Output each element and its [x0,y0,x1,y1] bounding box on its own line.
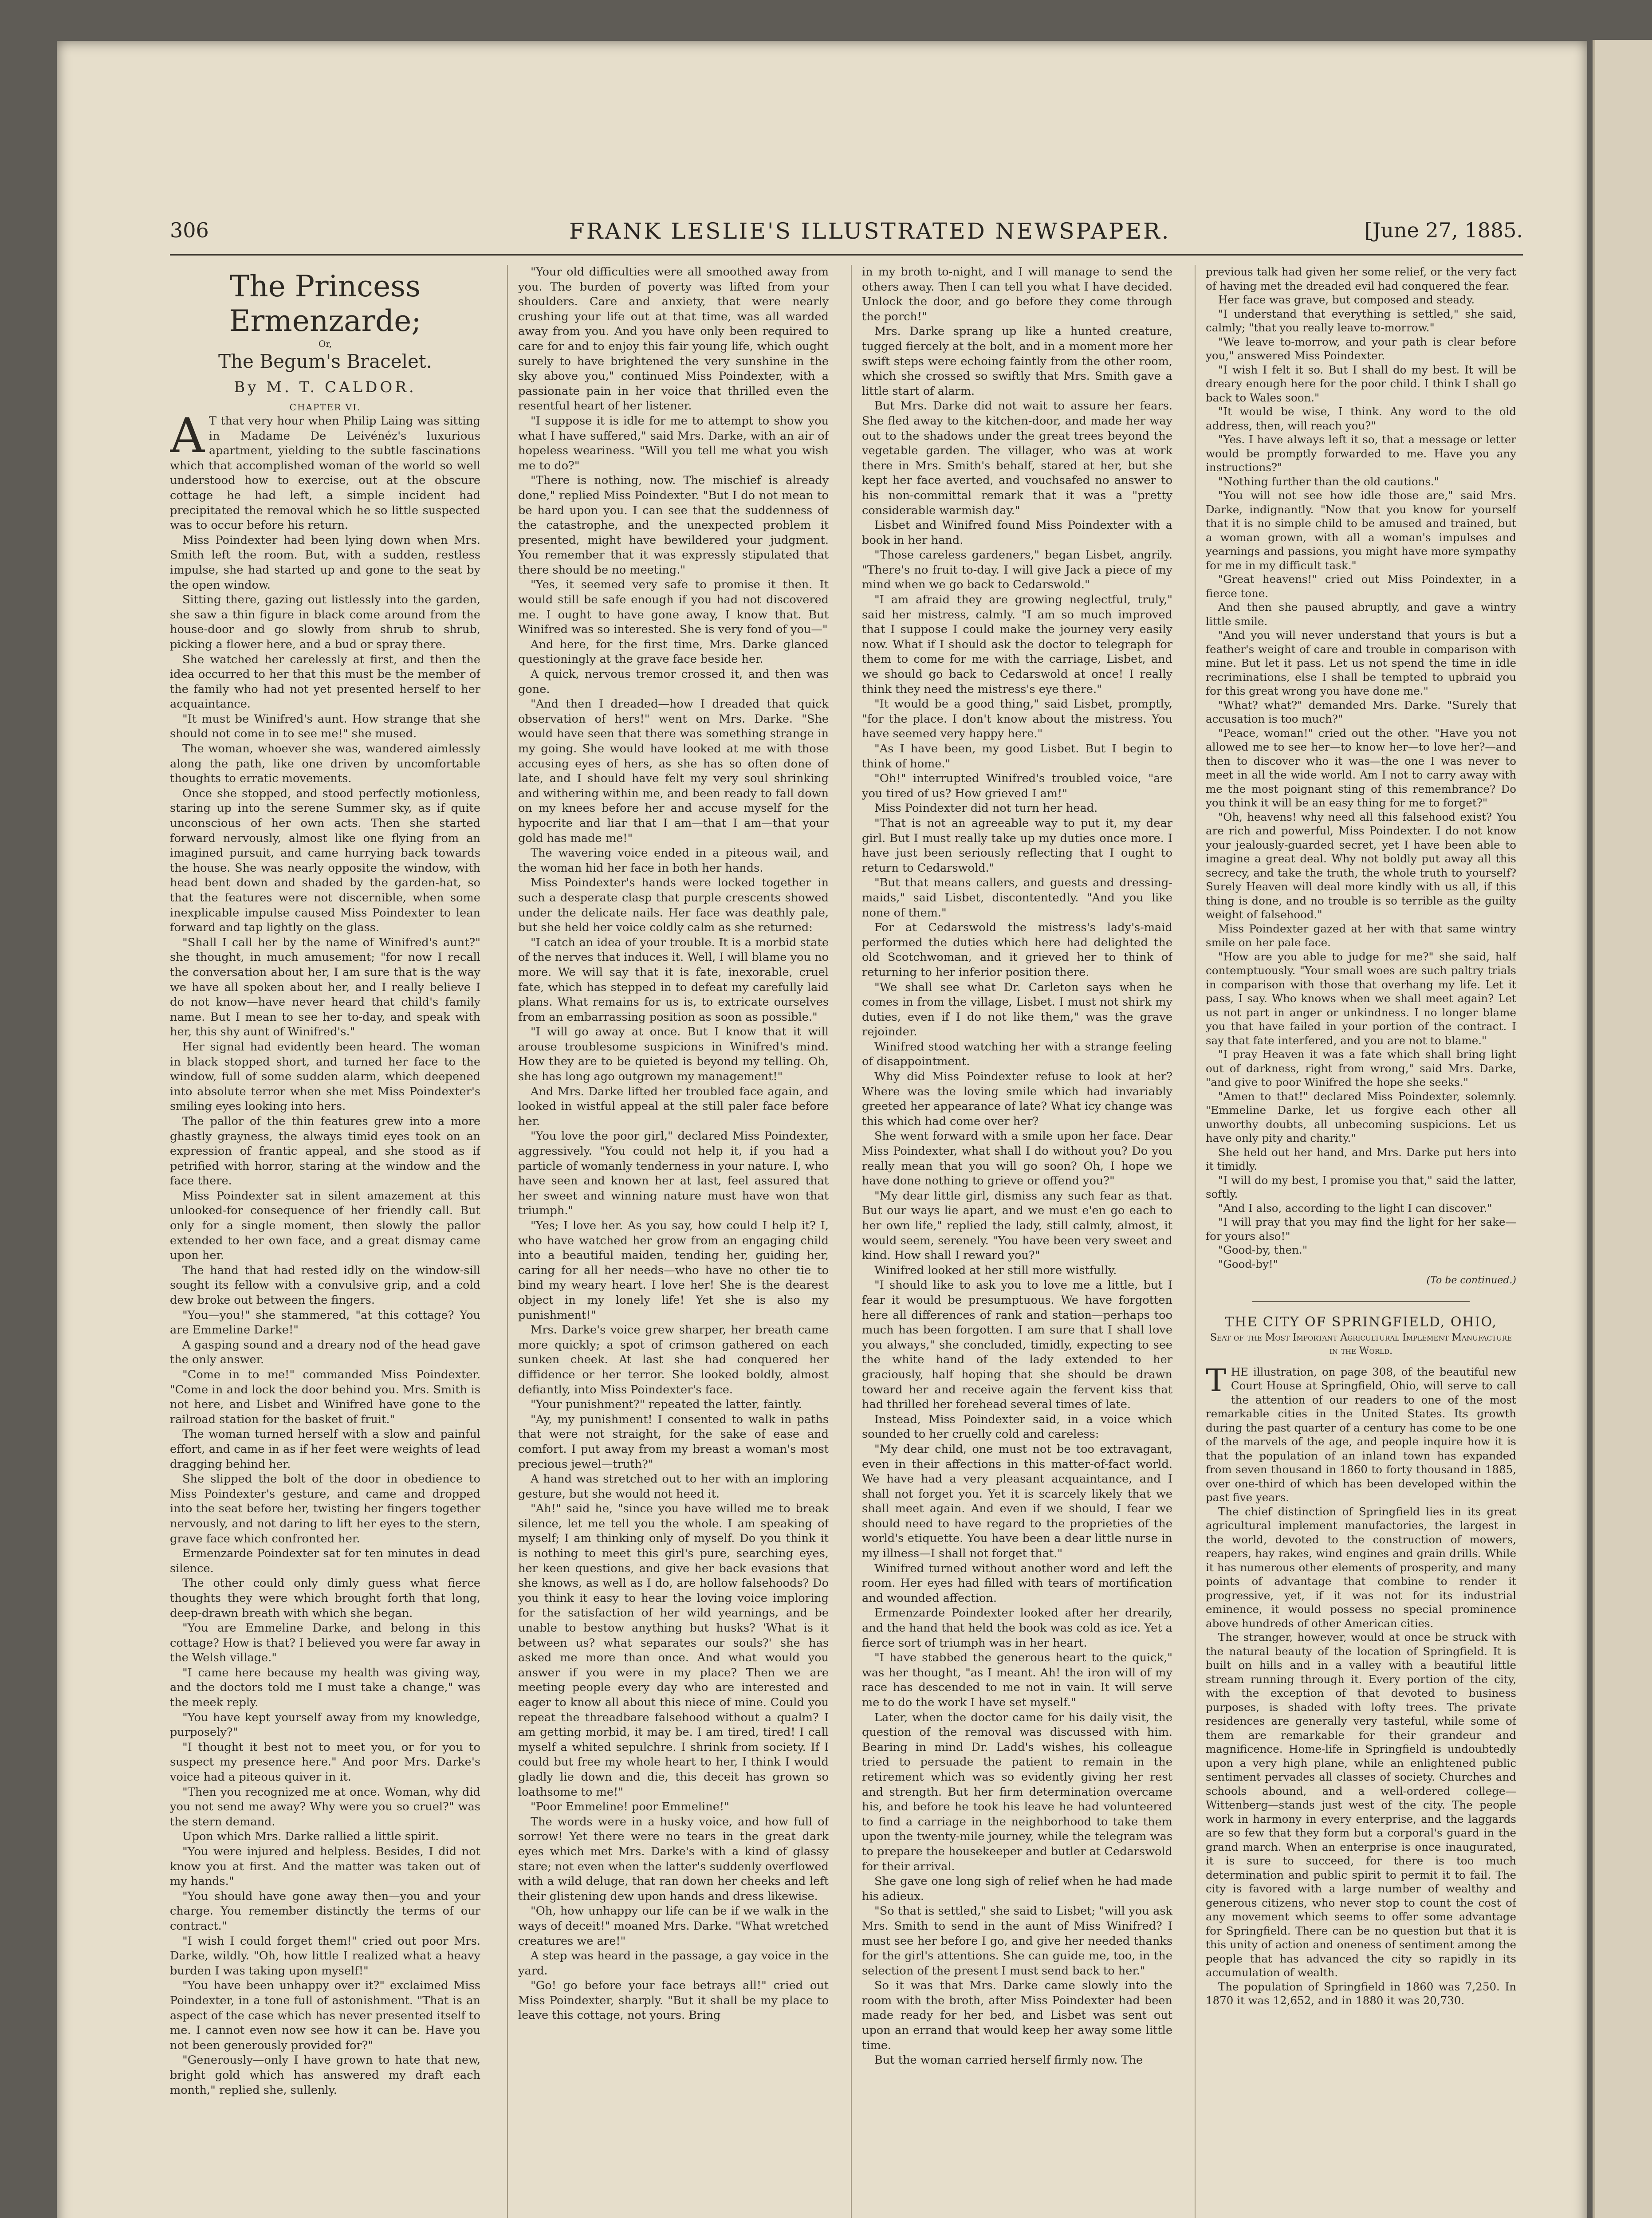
paragraph: "Yes; I love her. As you say, how could I help it? I, who have watched her grow from an engaging child into a beautiful maiden, tending her, guiding her, caring for all her needs—who have no other tie to bind my weary heart. I love her! She is the dearest object in my lonely life! Yet she is also my punishment!" [518,1219,829,1322]
paragraph: And then she paused abruptly, and gave a wintry little smile. [1206,601,1516,628]
article-subtitle: Seat of the Most Important Agricultural Implement Manufacture in the World. [1210,1332,1512,1357]
paragraph: "As I have been, my good Lisbet. But I begin to think of home." [862,742,1172,771]
paragraph: "And then I dreaded—how I dreaded that quick observation of hers!" went on Mrs. Darke. "She would have seen that there was something strange in my going. She would have looked at me with those accusing eyes of hers, as she has so often done of late, and I should have felt my very soul shrinking and withering within me, and been ready to fall down on my knees before her and accuse myself for the hypocrite and liar that I am—that I am—that your gold has made me!" [518,697,829,845]
paragraph: Mrs. Darke's voice grew sharper, her breath came more quickly; a spot of crimson gathered on each sunken cheek. At last she had conquered her diffidence or her terror. She looked boldly, almost defiantly, into Miss Poindexter's face. [518,1323,829,1396]
paragraph: Miss Poindexter did not turn her head. [874,802,1098,815]
paragraph: "It must be Winifred's aunt. How strange that she should not come in to see me!" she mused. [170,712,480,741]
paragraph: "And I also, according to the light I can discover." [1218,1201,1492,1215]
paragraph: "I catch an idea of your trouble. It is a morbid state of the nerves that induces it. Well, I will blame you no more. We will say that it is fate, inexorable, cruel fate, which has stepped in to defeat my carefully laid plans. What remains for us is, to extricate ourselves from an embarrassing position as soon as possible." [518,936,829,1024]
paragraph: Ermenzarde Poindexter looked after her drearily, and the hand that held the book was cold as ice. Yet a fierce sort of triumph was in her heart. [862,1606,1172,1650]
paragraph: Her face was grave, but composed and steady. [1218,293,1475,306]
masthead-title: FRANK LESLIE'S ILLUSTRATED NEWSPAPER. [569,218,1171,244]
paragraph: "I will pray that you may find the light for her sake—for yours also!" [1206,1215,1516,1243]
paragraph: "You have kept yourself away from my knowledge, purposely?" [170,1711,480,1739]
paragraph: "Oh, how unhappy our life can be if we walk in the ways of deceit!" moaned Mrs. Darke. "What wretched creatures we are!" [518,1904,829,1948]
paragraph: in my broth to-night, and I will manage to send the others away. Then I can tell you what I have decided. Unlock the door, and go before they come through the porch!" [862,265,1172,323]
paragraph: Miss Poindexter had been lying down when Mrs. Smith left the room. But, with a sudden, restless impulse, she had started up and gone to the seat by the open window. [170,533,480,592]
paragraph: "Yes, it seemed very safe to promise it then. It would still be safe enough if you had not discovered me. I ought to have gone away, I know that. But Winifred was so interested. She is very fond of you—" [518,578,829,637]
paragraph: Miss Poindexter sat in silent amazement at this unlooked-for consequence of her friendly call. But only for a single moment, then slowly the pallor extended to her own face, and a great dismay came upon her. [170,1189,480,1262]
paragraph: The chief distinction of Springfield lies in its great agricultural implement manufactories, the largest in the world, devoted to the construction of mowers, reapers, hay rakes, wind engines and grain drills. While it has numerous other elements of prosperity, and many points of advantage that combine to render it progressive, yet, if it was not for its industrial eminence, it would possess no special prominence above hundreds of other American cities. [1206,1505,1516,1630]
paragraph: "Good-by, then." [1218,1243,1308,1256]
paragraph: She slipped the bolt of the door in obedience to Miss Poindexter's gesture, and came and dropped into the seat before her, twisting her fingers together nervously, and not daring to lift her eyes to the stern, grave face which confronted her. [170,1472,480,1546]
paragraph: "Good-by!" [1218,1257,1278,1270]
header-rule [170,254,1523,256]
article-title: THE CITY OF SPRINGFIELD, OHIO, [1225,1314,1497,1330]
paragraph: "Great heavens!" cried out Miss Poindexter, in a fierce tone. [1206,573,1516,600]
paragraph: Later, when the doctor came for his daily visit, the question of the removal was discussed with him. Bearing in mind Dr. Ladd's wishes, his colleague tried to persuade the patient to remain in the retirement which was so evidently giving her rest and strength. But her firm determination overcame his, and before he took his leave he had volunteered to find a carriage in the neighborhood to take them upon the twenty-mile journey, while the telegram was to prepare the housekeeper and butler at Cedarswold for their arrival. [862,1711,1172,1873]
paragraph: "I will do my best, I promise you that," said the latter, softly. [1206,1173,1516,1200]
paragraph: previous talk had given her some relief, or the very fact of having met the dreaded evil had conquered the fear. [1206,265,1516,292]
paragraph: "You will not see how idle those are," said Mrs. Darke, indignantly. "Now that you know for yourself that it is no simple child to be amused and trained, but a woman grown, with all a woman's impulses and yearnings and passions, you might have more sympathy for me in my difficult task." [1206,489,1516,572]
paragraph: Winifred stood watching her with a strange feeling of disappointment. [862,1040,1172,1069]
paragraph: The words were in a husky voice, and how full of sorrow! Yet there were no tears in the great dark eyes which met Mrs. Darke's with a kind of glassy stare; not even when the latter's suddenly overflowed with a wild deluge, that ran down her cheeks and left their glistening dew upon hands and dress likewise. [518,1815,829,1903]
paragraph: Sitting there, gazing out listlessly into the garden, she saw a thin figure in black come around from the house-door and go slowly from shrub to shrub, picking a flower here, and a bud or spray there. [170,593,480,651]
paragraph: "Poor Emmeline! poor Emmeline!" [531,1800,729,1814]
paragraph: "I will go away at once. But I know that it will arouse troublesome suspicions in Winifred's mind. How they are to be quieted is beyond my telling. Oh, she has long ago outgrown my management!" [518,1025,829,1084]
paragraph: The wavering voice ended in a piteous wail, and the woman hid her face in both her hands. [518,846,829,875]
paragraph: The woman turned herself with a slow and painful effort, and came in as if her feet were weights of lead dragging behind her. [170,1428,480,1471]
paragraph: Once she stopped, and stood perfectly motionless, staring up into the serene Summer sky, as if quite unconscious of her own acts. Then she started forward nervously, almost like one flying from an imagined pursuit, and came hurrying back towards the house. She was nearly opposite the window, with head bent down and shaded by the garden-hat, so that the features were not discernible, when some inexplicable impulse caused Miss Poindexter to lean forward and tap lightly on the glass. [170,787,480,935]
paragraph: "Oh!" interrupted Winifred's troubled voice, "are you tired of us? How grieved I am!" [862,772,1172,800]
story-byline: By M. T. CALDOR. [234,378,417,396]
paragraph: A hand was stretched out to her with an imploring gesture, but she would not heed it. [518,1472,829,1501]
paragraph: "It would be wise, I think. Any word to the old address, then, will reach you?" [1206,405,1516,432]
paragraph: "What? what?" demanded Mrs. Darke. "Surely that accusation is too much?" [1206,698,1516,725]
paragraph: "Shall I call her by the name of Winifred's aunt?" she thought, in much amusement; "for now I recall the conversation about her, I am sure that is the way we have all spoken about her, and I really believe I do not know—have never heard that child's family name. But I mean to see her to-day, and speak with her, this shy aunt of Winifred's." [170,936,480,1039]
paragraph: "You were injured and helpless. Besides, I did not know you at first. And the matter was taken out of my hands." [170,1845,480,1888]
column-rule [507,265,508,2218]
paragraph: Winifred looked at her still more wistfully. [874,1263,1117,1277]
newspaper-page [57,41,1587,2218]
paragraph: Mrs. Darke sprang up like a hunted creature, tugged fiercely at the bolt, and in a moment more her swift steps were echoing faintly from the other room, which she crossed so swiftly that Mrs. Smith gave a little start of alarm. [862,325,1172,398]
paragraph: Instead, Miss Poindexter said, in a voice which sounded to her cruelly cold and careless: [862,1412,1172,1441]
paragraph: "Generously—only I have grown to hate that new, bright gold which has answered my draft each month," replied she, sullenly. [170,2053,480,2097]
section-rule [1252,1301,1470,1302]
paragraph: She held out her hand, and Mrs. Darke put hers into it timidly. [1206,1145,1516,1172]
story-title-or: Or, [318,338,332,349]
paragraph: "Your punishment?" repeated the latter, faintly. [531,1398,802,1412]
issue-date: [June 27, 1885. [1365,218,1523,242]
paragraph: "You love the poor girl," declared Miss Poindexter, aggressively. "You could not help it, if you had a particle of womanly tenderness in your nature. I, who have seen and known her at last, feel assured that her sweet and winning nature must have won that triumph." [518,1129,829,1218]
paragraph: "Those careless gardeners," began Lisbet, angrily. "There's no fruit to-day. I will give Jack a piece of my mind when we go back to Cedarswold." [862,548,1172,592]
paragraph: "I am afraid they are growing neglectful, truly," said her mistress, calmly. "I am so much improved that I suppose I could make the journey very easily now. What if I should ask the doctor to telegraph for them to come for me with the carriage, Lisbet, and we should go back to Cedarswold at once! I really think they need the mistress's eye there." [862,593,1172,696]
paragraph: "We shall see what Dr. Carleton says when he comes in from the village, Lisbet. I must not shirk my duties, even if I do not like them," was the grave rejoinder. [862,980,1172,1039]
paragraph: "Oh, heavens! why need all this falsehood exist? You are rich and powerful, Miss Poindexter. I do not know your jealously-guarded secret, yet I have been able to imagine a great deal. Why not boldly put away all this secrecy, and take the truth, the whole truth to yourself? Surely Heaven will deal more kindly with us all, if this thing is done, and no trouble is so terrible as the guilty weight of falsehood." [1206,810,1516,921]
paragraph: "Amen to that!" declared Miss Poindexter, solemnly. "Emmeline Darke, let us forgive each other all unworthy doubts, all unbecoming suspicions. Let us have only pity and charity." [1206,1089,1516,1144]
paragraph: "There is nothing, now. The mischief is already done," replied Miss Poindexter. "But I do not mean to be hard upon you. I can see that the suddenness of the catastrophe, and the unexpected problem it presented, might have bewildered your judgment. You remember that it was expressly stipulated that there should be no meeting." [518,474,829,577]
paragraph: "Your old difficulties were all smoothed away from you. The burden of poverty was lifted from your shoulders. Care and anxiety, that were nearly crushing your life out at that time, was all warded away from you. And you have only been required to care for and to enjoy this fair young life, which ought surely to have brightened the very sunshine in the sky above you," continued Miss Poindexter, with a passionate pain in her voice that thrilled even the resentful heart of her listener. [518,265,829,413]
paragraph: "Peace, woman!" cried out the other. "Have you not allowed me to see her—to know her—to love her?—and then to discover who it was—the one I was never to meet in all the wide world. Am I not to carry away with me the most poignant sting of this remembrance? Do you think it will be an easy thing for me to forget?" [1206,726,1516,809]
paragraph: "It would be a good thing," said Lisbet, promptly, "for the place. I don't know about the mistress. You have seemed very happy here." [862,697,1172,741]
story-title: The Princess Ermenzarde; [229,269,421,338]
paragraph: "Go! go before your face betrays all!" cried out Miss Poindexter, sharply. "But it shall be my place to leave this cottage, not yours. Bring [518,1979,829,2022]
paragraph: "You should have gone away then—you and your charge. You remember distinctly the terms of our contract." [170,1889,480,1933]
paragraph: "I pray Heaven it was a fate which shall bring light out of darkness, right from wrong," said Mrs. Darke, "and give to poor Winifred the hope she seeks." [1206,1048,1516,1089]
paragraph: "You have been unhappy over it?" exclaimed Miss Poindexter, in a tone full of astonishment. "That is an aspect of the case which has never presented itself to me. I cannot even now see how it can be. Have you not been generously provided for?" [170,1979,480,2052]
paragraph: "You are Emmeline Darke, and belong in this cottage? How is that? I believed you were far away in the Welsh village." [170,1621,480,1665]
to-be-continued-note: (To be continued.) [1426,1275,1516,1286]
paragraph: "I should like to ask you to love me a little, but I fear it would be presumptuous. We have forgotten here all differences of rank and station—perhaps too much has been forgotten. I am sure that I shall love you always," she concluded, timidly, expecting to see the white hand of the lady extended to her graciously, half hoping that she should be drawn toward her and receive again the fervent kiss that had thrilled her forehead several times of late. [862,1278,1172,1412]
paragraph: "I understand that everything is settled," she said, calmly; "that you really leave to-morrow." [1206,307,1516,334]
paragraph: "I thought it best not to meet you, or for you to suspect my presence here." And poor Mrs. Darke's voice had a piteous quiver in it. [170,1740,480,1784]
paragraph: "How are you able to judge for me?" she said, half contemptuously. "Your small woes are such paltry trials in comparison with those that overhang my life. Let it pass, I say. Who knows when we shall meet again? Let us not part in anger or unkindness. I no longer blame you that have failed in your portion of the contract. I say that fate interfered, and you are not to blame." [1206,950,1516,1047]
column-rule [1195,265,1196,2218]
paragraph: Miss Poindexter's hands were locked together in such a desperate clasp that purple crescents showed under the delicate nails. Her face was deathly pale, but she held her voice coldly calm as she returned: [518,876,829,935]
paragraph: "I suppose it is idle for me to attempt to show you what I have suffered," said Mrs. Darke, with an air of hopeless weariness. "Will you tell me what you wish me to do?" [518,414,829,472]
paragraph: And here, for the first time, Mrs. Darke glanced questioningly at the grave face beside her. [518,637,829,666]
paragraph: T that very hour when Philip Laing was sitting in Madame De Leivénéz's luxurious apartment, yielding to the subtle fascinations which that accomplished woman of the world so well understood how to exercise, out at the obscure cottage he had left, a simple incident had precipitated the removal which he so little suspected was to occur before his return. [170,414,480,532]
paragraph: "And you will never understand that yours is but a feather's weight of care and trouble in comparison with mine. But let it pass. Let us not spend the time in idle recriminations, else I shall be tempted to upbraid you for this great wrong you have done me." [1206,629,1516,697]
paragraph: So it was that Mrs. Darke came slowly into the room with the broth, after Miss Poindexter had been made ready for her bed, and Lisbet was sent out upon an errand that would keep her away some little time. [862,1979,1172,2052]
paragraph: "Nothing further than the old cautions." [1218,475,1440,488]
text-column-3 [862,265,1172,2218]
paragraph: "My dear little girl, dismiss any such fear as that. But our ways lie apart, and we must e'en go each to her own life," replied the lady, still calmly, almost, it would seem, serenely. "You have been very sweet and kind. How shall I reward you?" [862,1189,1172,1262]
paragraph: "We leave to-morrow, and your path is clear before you," answered Miss Poindexter. [1206,335,1516,362]
paragraph: The other could only dimly guess what fierce thoughts they were which brought forth that long, deep-drawn breath with which she began. [170,1577,480,1620]
text-column-1 [170,265,480,2218]
paragraph: "Come in to me!" commanded Miss Poindexter. "Come in and lock the door behind you. Mrs. Smith is not here, and Lisbet and Winifred have gone to the railroad station for the basket of fruit." [170,1368,480,1426]
paragraph: The pallor of the thin features grew into a more ghastly grayness, the always timid eyes took on an expression of frantic appeal, and she stood as if petrified with horror, staring at the window and the face there. [170,1114,480,1188]
paragraph: Winifred turned without another word and left the room. Her eyes had filled with tears of mortification and wounded affection. [862,1561,1172,1605]
paragraph: Ermenzarde Poindexter sat for ten minutes in dead silence. [170,1547,480,1575]
paragraph: "You—you!" she stammered, "at this cottage? You are Emmeline Darke!" [170,1308,480,1337]
paragraph: The woman, whoever she was, wandered aimlessly along the path, like one driven by uncomfortable thoughts to erratic movements. [170,742,480,786]
paragraph: Why did Miss Poindexter refuse to look at her? Where was the loving smile which had invariably greeted her appearance of late? What icy change was this which had come over her? [862,1070,1172,1128]
paragraph: Lisbet and Winifred found Miss Poindexter with a book in her hand. [862,519,1172,547]
paragraph: A quick, nervous tremor crossed it, and then was gone. [518,668,829,696]
adjacent-page-edge [1593,40,1652,2218]
paragraph: But Mrs. Darke did not wait to assure her fears. She fled away to the kitchen-door, and made her way out to the shadows under the great trees beyond the vegetable garden. The villager, who was at work there in Mrs. Smith's behalf, stared at her, but she kept her face averted, and vouchsafed no answer to his non-committal remark that it was a "pretty considerable warmish day." [862,399,1172,517]
paragraph: "My dear child, one must not be too extravagant, even in their affections in this matter-of-fact world. We have had a very pleasant acquaintance, and I shall not forget you. Yet it is scarcely likely that we shall meet again. And even if we should, I fear we should need to have regard to the proprieties of the world's etiquette. You have been a dear little nurse in my illness—I shall not forget that." [862,1442,1172,1561]
paragraph: She watched her carelessly at first, and then the idea occurred to her that this must be the member of the family who had not yet presented herself to her acquaintance. [170,653,480,711]
paragraph: "Ay, my punishment! I consented to walk in paths that were not straight, for the sake of ease and comfort. I put away from my breast a woman's most precious jewel—truth?" [518,1412,829,1471]
paragraph: "I have stabbed the generous heart to the quick," was her thought, "as I meant. Ah! the iron will of my race has descended to me not in vain. It will serve me to do the work I have set myself." [862,1651,1172,1709]
paragraph: Her signal had evidently been heard. The woman in black stopped short, and turned her face to the window, full of some sudden alarm, which deepened into absolute terror when she met Miss Poindexter's smiling eyes looking into hers. [170,1040,480,1113]
paragraph: "Yes. I have always left it so, that a message or letter would be promptly forwarded to me. Have you any instructions?" [1206,433,1516,474]
article-drop-cap: T [1206,1362,1227,1399]
paragraph: Upon which Mrs. Darke rallied a little spirit. [182,1830,439,1844]
paragraph: She went forward with a smile upon her face. Dear Miss Poindexter, what shall I do without you? Do you really mean that you will go soon? Oh, I hope we have done nothing to grieve or offend you?" [862,1129,1172,1188]
paragraph: The stranger, however, would at once be struck with the natural beauty of the location of Springfield. It is built on hills and in a valley with a beautiful little stream running through it. Every portion of the city, with the exception of that devoted to business purposes, is shaded with lofty trees. The private residences are generally very tasteful, while some of them are remarkable for their grandeur and magnificence. Home-life in Springfield is undoubtedly upon a very high plane, while an enlightened public sentiment pervades all classes of society. Churches and schools abound, and a well-ordered college—Wittenberg—stands just west of the city. The people work in harmony in every enterprise, and the laggards are so few that they form but a corporal's guard in the grand march. When an enterprise is once inaugurated, it is sure to succeed, for there is too much determination and public spirit to permit it to fail. The city is favored with a large number of wealthy and generous citizens, who never stop to count the cost of any movement which seems to offer some advantage for Springfield. There can be no question but that it is this unity of action and oneness of sentiment among the people that has advanced the city so rapidly in its accumulation of wealth. [1206,1631,1516,1979]
paragraph: "That is not an agreeable way to put it, my dear girl. But I must really take up my duties once more. I have just been seriously reflecting that I ought to return to Cedarswold." [862,816,1172,875]
paragraph: But the woman carried herself firmly now. The [874,2053,1143,2067]
paragraph: A step was heard in the passage, a gay voice in the yard. [518,1949,829,1978]
paragraph: And Mrs. Darke lifted her troubled face again, and looked in wistful appeal at the still paler face before her. [518,1085,829,1128]
paragraph: "So that is settled," she said to Lisbet; "will you ask Mrs. Smith to send in the aunt of Miss Winifred? I must see her before I go, and give her needed thanks for the girl's attentions. She can guide me, too, in the selection of the present I must send back to her." [862,1904,1172,1978]
paragraph: "Ah!" said he, "since you have willed me to break silence, let me tell you the whole. I am speaking of myself; I am thinking only of myself. Do you think it is nothing to meet this girl's pure, searching eyes, her keen questions, and give her back evasions that she knows, as well as I do, are hollow falsehoods? Do you think it easy to hear the loving voice imploring for the satisfaction of her wild yearnings, and be unable to bestow anything but husks? 'What is it between us? what separates our souls?' she has asked me more than once. And what would you answer if you were in my place? Then we are meeting people every day who are interested and eager to know all about this niece of mine. Could you repeat the threadbare falsehood without a qualm? I am getting morbid, it may be. I am tired, tired! I call myself a whited sepulchre. I shrink from society. If I could but free my whole heart to her, I think I would gladly lie down and die, this deceit has grown so loathsome to me!" [518,1502,829,1799]
page-header [170,218,1523,245]
paragraph: "Then you recognized me at once. Woman, why did you not send me away? Why were you so cruel?" was the stern demand. [170,1785,480,1829]
paragraph: HE illustration, on page 308, of the beautiful new Court House at Springfield, Ohio, will serve to call the attention of our readers to one of the most remarkable cities in the United States. Its growth during the past quarter of a century has come to be one of the marvels of the age, and people inquire how it is that the population of an inland town has expanded from seven thousand in 1860 to forty thousand in 1885, over one-third of which has been developed within the past five years. [1206,1365,1516,1504]
paragraph: A gasping sound and a dreary nod of the head gave the only answer. [170,1338,480,1367]
paragraph: "I came here because my health was giving way, and the doctors told me I must take a change," was the meek reply. [170,1666,480,1710]
paragraph: "But that means callers, and guests and dressing-maids," said Lisbet, discontentedly. "And you like none of them." [862,876,1172,920]
story-subtitle: The Begum's Bracelet. [218,350,433,372]
paragraph: The hand that had rested idly on the window-sill sought its fellow with a convulsive grip, and a cold dew broke out between the fingers. [170,1263,480,1307]
paragraph: "I wish I felt it so. But I shall do my best. It will be dreary enough here for the poor child. I think I shall go back to Wales soon." [1206,363,1516,404]
chapter-heading: CHAPTER VI. [289,402,361,413]
text-column-4 [1206,265,1516,2218]
paragraph: "I wish I could forget them!" cried out poor Mrs. Darke, wildly. "Oh, how little I realized what a heavy burden I was taking upon myself!" [170,1934,480,1978]
page-number: 306 [170,218,209,242]
text-column-2 [518,265,829,2218]
paragraph: For at Cedarswold the mistress's lady's-maid performed the duties which here had delighted the old Scotchwoman, and it grieved her to think of returning to her inferior position there. [862,921,1172,979]
column-rule [851,265,852,2218]
paragraph: Miss Poindexter gazed at her with that same wintry smile on her pale face. [1206,922,1516,949]
drop-cap: A [170,408,205,464]
paragraph: The population of Springfield in 1860 was 7,250. In 1870 it was 12,652, and in 1880 it was 20,730. [1206,1980,1516,2007]
paragraph: She gave one long sigh of relief when he had made his adieux. [862,1875,1172,1903]
